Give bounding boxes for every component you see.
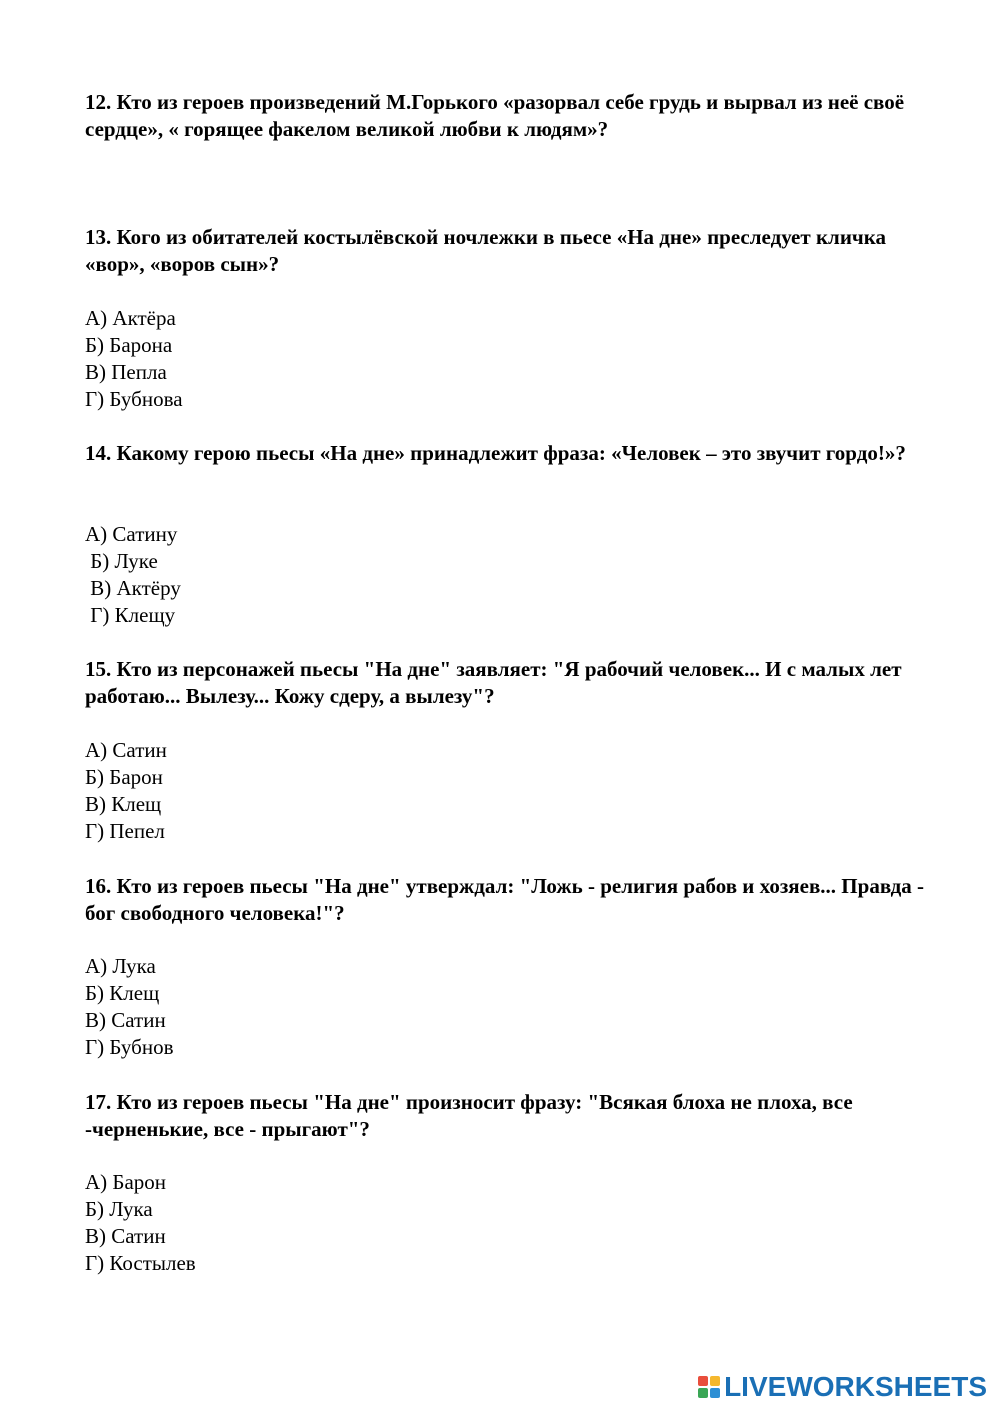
option-a: А) Барон (85, 1170, 167, 1194)
question-14-text: 14. Какому герою пьесы «На дне» принадлежит фраза: «Человек – это звучит гордо!»? (85, 441, 906, 465)
question-15-text: 15. Кто из персонажей пьесы "На дне" заявляет: "Я рабочий человек... И с малых лет работаю... Вылезу... Кожу сдеру, а вылезу"? (85, 657, 902, 708)
option-d: Г) Бубнова (85, 387, 183, 411)
option-b: Б) Клещ (85, 981, 160, 1005)
option-b: Б) Барон (85, 765, 163, 789)
option-d: Г) Пепел (85, 819, 165, 843)
question-13-options (85, 305, 685, 413)
option-b: Б) Луке (85, 549, 158, 573)
option-d: Г) Бубнов (85, 1035, 174, 1059)
question-17-text: 17. Кто из героев пьесы "На дне" произносит фразу: "Всякая блоха не плоха, все -черненькие, все - прыгают"? (85, 1090, 853, 1141)
logo-text: LIVEWORKSHEETS (724, 1371, 987, 1402)
option-c: В) Актёру (85, 576, 181, 600)
question-15-options (85, 737, 685, 845)
option-a: А) Актёра (85, 306, 176, 330)
logo-square-red (698, 1376, 708, 1386)
option-a: А) Сатин (85, 738, 167, 762)
question-12-text: 12. Кто из героев произведений М.Горького «разорвал себе грудь и вырвал из неё своё сердце», « горящее факелом великой любви к людям»? (85, 90, 905, 141)
option-c: В) Сатин (85, 1008, 166, 1032)
logo-square-green (698, 1388, 708, 1398)
option-c: В) Сатин (85, 1224, 166, 1248)
option-d: Г) Костылев (85, 1251, 196, 1275)
option-d: Г) Клещу (85, 603, 176, 627)
question-16-options (85, 953, 685, 1061)
question-13-text: 13. Кого из обитателей костылёвской ночлежки в пьесе «На дне» преследует кличка «вор», «воров сын»? (85, 225, 887, 276)
option-b: Б) Лука (85, 1197, 153, 1221)
liveworksheets-logo (698, 1369, 987, 1405)
logo-square-yellow (710, 1376, 720, 1386)
question-14-options (85, 521, 685, 629)
option-c: В) Пепла (85, 360, 167, 384)
question-16-text: 16. Кто из героев пьесы "На дне" утверждал: "Ложь - религия рабов и хозяев... Правда - бог свободного человека!"? (85, 874, 925, 925)
option-a: А) Лука (85, 954, 156, 978)
question-17-options (85, 1169, 685, 1277)
logo-square-blue (710, 1388, 720, 1398)
option-b: Б) Барона (85, 333, 173, 357)
liveworksheets-logo-icon (698, 1376, 720, 1398)
option-a: А) Сатину (85, 522, 178, 546)
option-c: В) Клещ (85, 792, 162, 816)
